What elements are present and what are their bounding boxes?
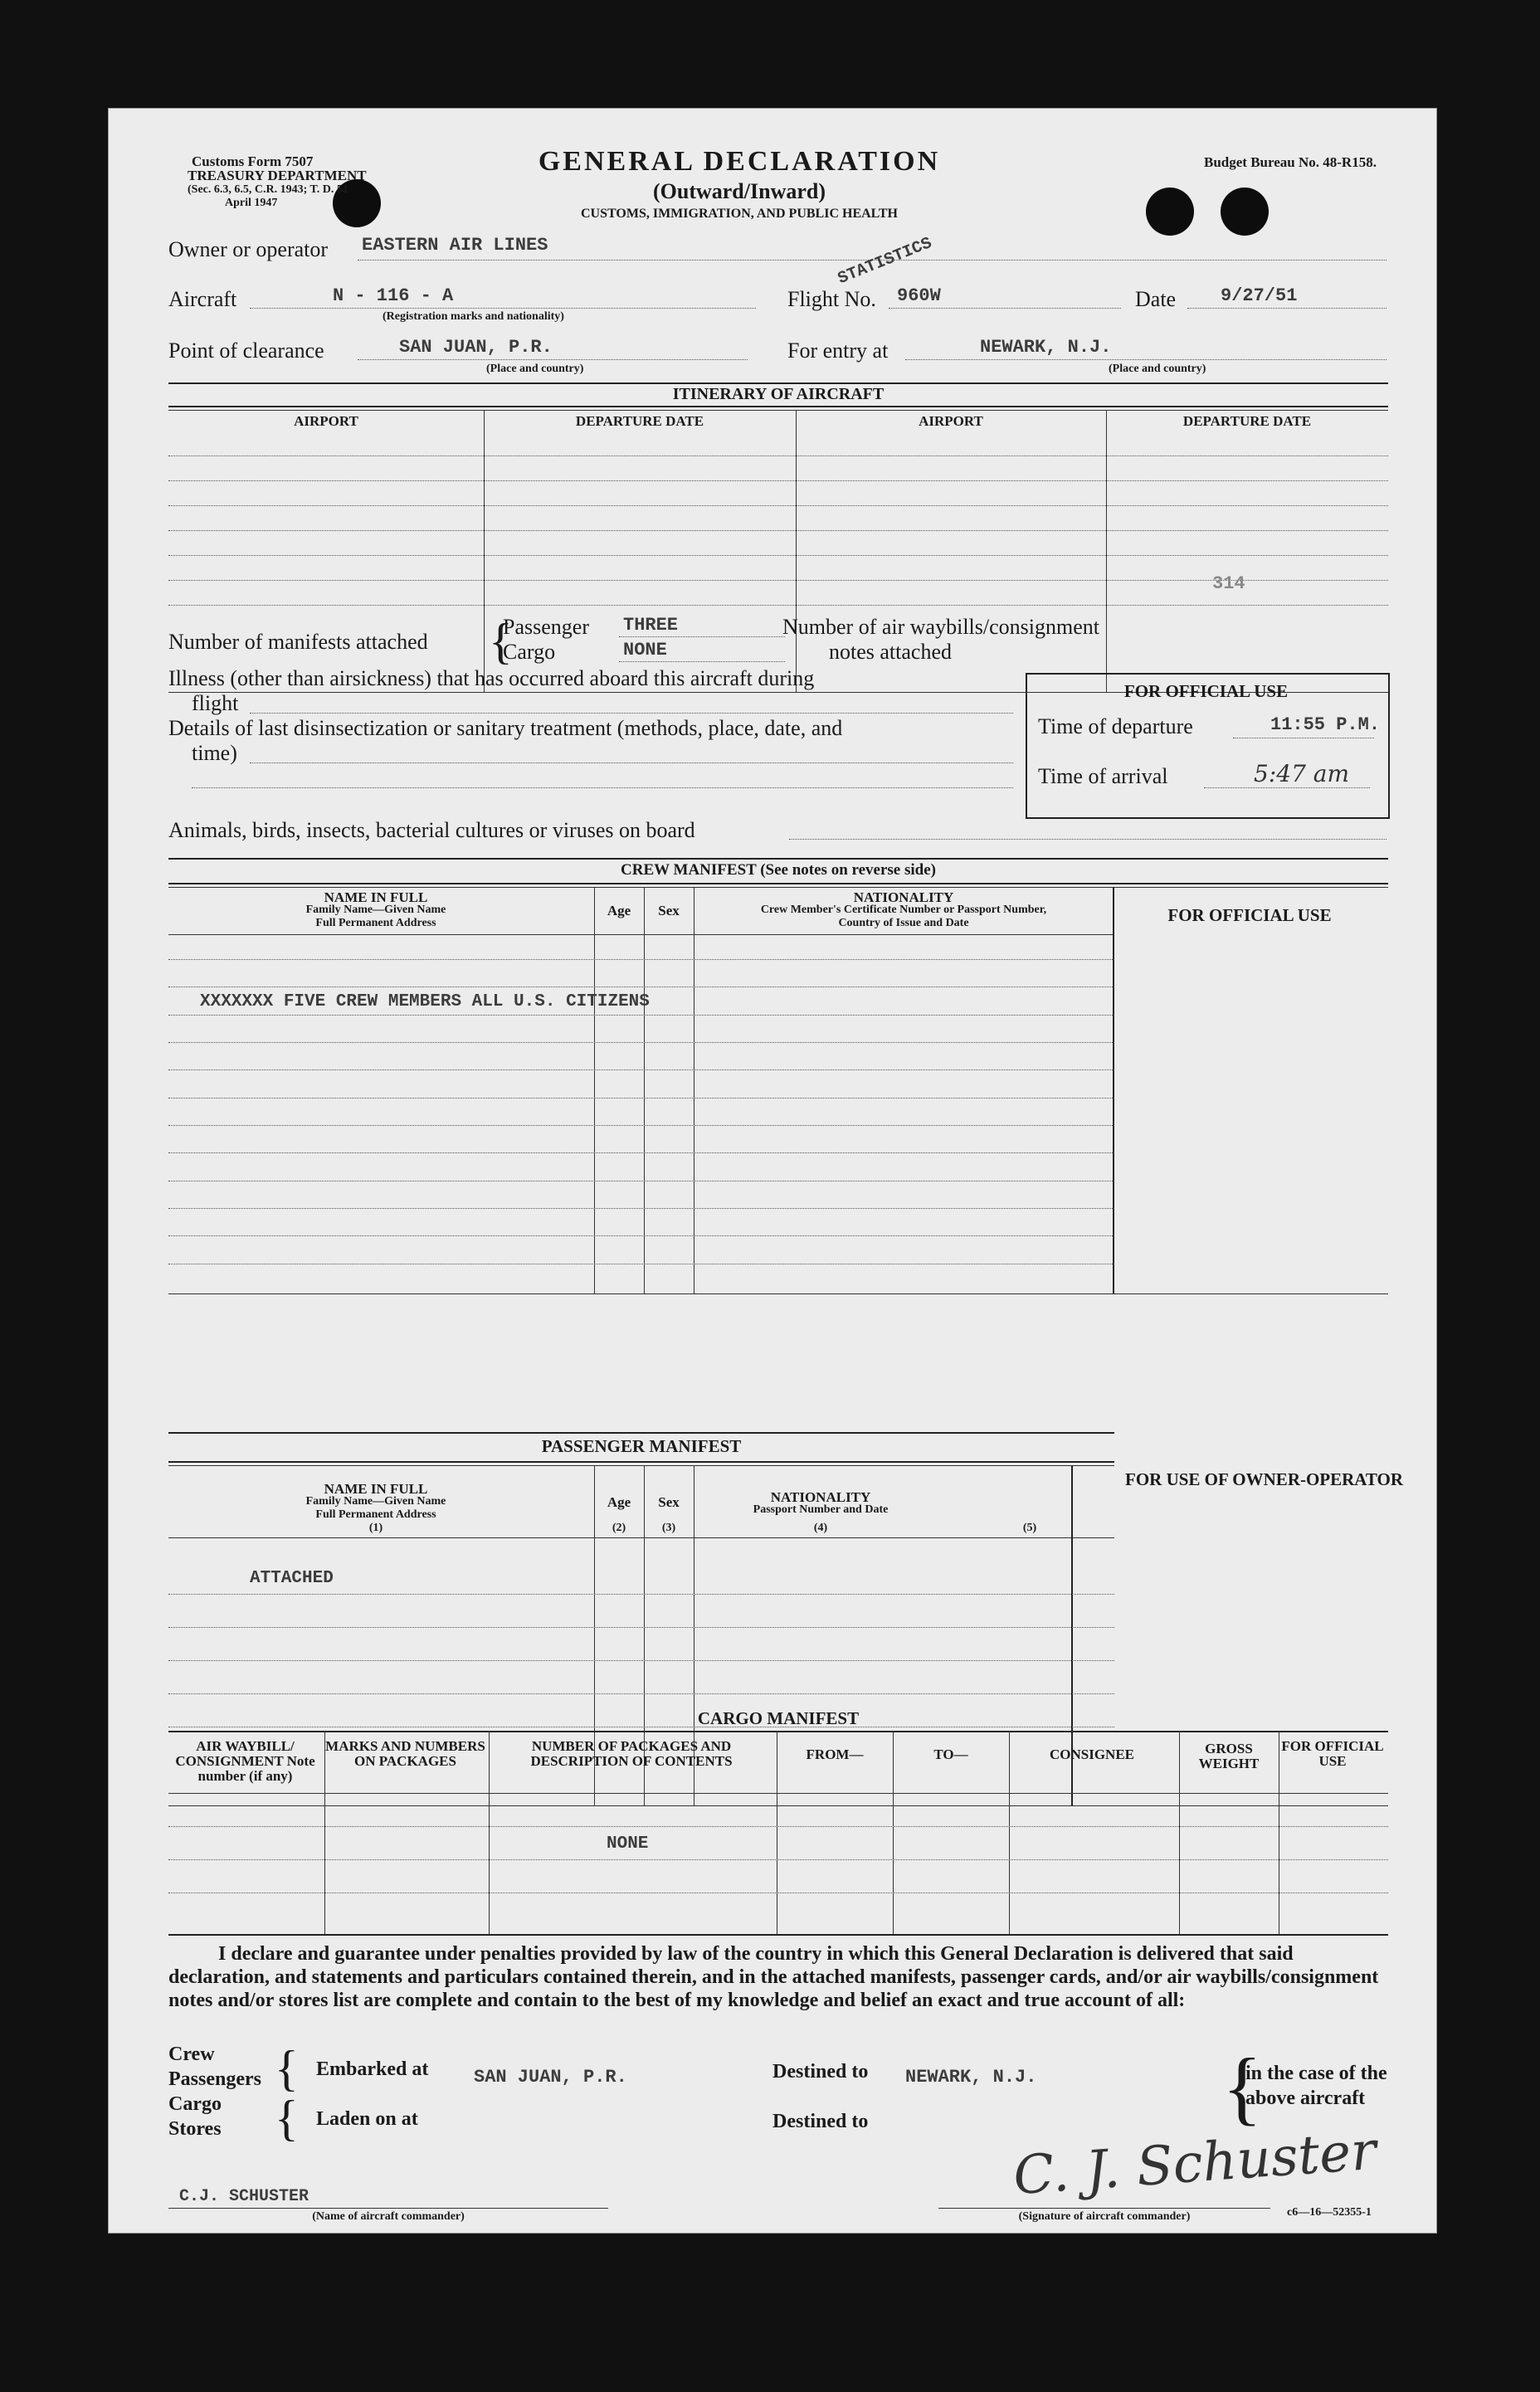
form-number: Customs Form 7507 — [192, 153, 314, 169]
passenger-header-nationality-2: Passport Number and Date — [753, 1503, 889, 1516]
crew-header-name-3: Full Permanent Address — [315, 917, 436, 929]
cargo-header-weight: GROSS WEIGHT — [1198, 1741, 1260, 1771]
statistics-stamp: STATISTICS — [835, 233, 935, 290]
signature-caption: (Signature of aircraft commander) — [1018, 2210, 1191, 2223]
clearance-label: Point of clearance — [168, 339, 324, 363]
passenger-header-name-3: Full Permanent Address — [315, 1508, 436, 1521]
entry-label: For entry at — [787, 339, 889, 363]
destined-value: NEWARK, N.J. — [905, 2067, 1037, 2088]
aircraft-note: in the case of the — [1245, 2063, 1387, 2084]
commander-signature: C. J. Schuster — [1011, 2120, 1378, 2208]
form-date: April 1947 — [225, 197, 278, 209]
destined-label: Destined to — [772, 2061, 869, 2083]
itinerary-header-airport-2: AIRPORT — [919, 413, 983, 429]
disinsect-label-2: time) — [192, 741, 237, 765]
date-value: 9/27/51 — [1221, 285, 1298, 306]
manifests-label: Number of manifests attached — [168, 630, 428, 654]
crew-header-name: NAME IN FULL — [324, 889, 428, 905]
budget-number: Budget Bureau No. 48-R158. — [1204, 154, 1377, 170]
embarked-value: SAN JUAN, P.R. — [474, 2067, 627, 2088]
category-stores: Stores — [168, 2118, 222, 2140]
laden-label: Laden on at — [316, 2108, 418, 2130]
crew-header-nationality: NATIONALITY — [853, 889, 954, 905]
aircraft-caption: (Registration marks and nationality) — [383, 310, 564, 323]
official-use-title: FOR OFFICIAL USE — [1123, 681, 1289, 701]
flight-label: Flight No. — [787, 287, 876, 311]
crew-header-sex: Sex — [658, 903, 680, 918]
illness-label: Illness (other than airsickness) that has occurred aboard this aircraft during — [168, 666, 815, 690]
passenger-title: PASSENGER MANIFEST — [541, 1436, 742, 1456]
punch-hole — [1221, 188, 1269, 236]
date-label: Date — [1135, 287, 1177, 311]
department: TREASURY DEPARTMENT — [188, 168, 367, 183]
place-caption-2: (Place and country) — [1109, 363, 1206, 375]
departure-time-value: 11:55 P.M. — [1270, 714, 1381, 735]
itinerary-header-date-2: DEPARTURE DATE — [1182, 413, 1312, 429]
cargo-title: CARGO MANIFEST — [697, 1708, 860, 1728]
owner-operator-use: FOR USE OF OWNER-OPERATOR — [1125, 1469, 1404, 1489]
crew-entry: XXXXXXX FIVE CREW MEMBERS ALL U.S. CITIZENS — [200, 992, 650, 1011]
form-subtitle-2: CUSTOMS, IMMIGRATION, AND PUBLIC HEALTH — [581, 207, 898, 221]
declaration-form: Customs Form 7507 TREASURY DEPARTMENT (Sec. 6.3, 6.5, C.R. 1943; T. D. 51 April 1947 GENERAL DECLARATION (Outward/Inward) CUSTOMS, IMMIGRATION, AND PUBLIC HEALTH Budget Bureau No. 48-R158. Owner or operator EASTERN AIR LINES Aircraft N - 116 - A (Registration marks and nationality) Flight No. 960W STATISTICS Date 9/27/51 Point of clearance SAN JUAN, P.R. (Place and country) For entry at NEWARK, N.J. (Place and country) ITINERARY OF AIRCRAFT AIRPORT DEPARTURE DATE AIRPORT DEPARTURE DATE 314 Number of manifests attached { Passenger THREE Cargo NONE Number of air waybills/consignment notes attached Illness (other than airsickness) that has occurred aboard this aircraft during flight Details of last disinsectization or sanitary treatment (methods, place, date, and time) Animals, birds, insects, bacterial cultures or viruses on board FOR OFFICIAL USE Time of departure 11:55 P.M. Time of arrival 5:47 am CREW MANIFEST (See notes on reverse side) NAME IN FULL Family Name—Given Name Full Permanent Address Age Sex NATIONALITY Crew Member's Certificate Number or Passport Number, Country of Issue and Date FOR OFFICIAL USE XXXXXXX FIVE CREW MEMBERS ALL U.S. CITIZENS PASSENGER MANIFEST FOR USE OF OWNER-OPERATOR NAME IN FULL Family Name—Given Name Full Permanent Address (1) Age (2) Sex (3) NATIONALITY Passport Number and Date (4) (5) ATTACHED CARGO MANIFEST AIR WAYBILL/ CONSIGNMENT Note number (if any) MARKS AND NUMBERS ON PACKAGES NUMBER OF PACKAGES AND DESCRIPTION OF CONTENTS FROM— TO— CONSIGNEE GROSS WEIGHT FOR OFFICIAL USE NONE I declare and guarantee under penalties provided by law of the country in which this General Declaration is delivered that said declaration, and statements and particulars contained therein, and in the attached manifests, passenger cards, and/or air waybills/consignment notes and/or stores list are complete and contain to the best of my knowledge and belief an exact and true account of all: Crew Passengers Cargo Stores { { Embarked at SAN JUAN, P.R. Laden on at Destined to NEWARK, N.J. Destined to { in the case of the above aircraft C.J. SCHUSTER (Name of aircraft commander) C. J. Schuster (Signature of aircraft commander) c6—16—52355-1 — [108, 108, 1437, 2234]
embarked-label: Embarked at — [316, 2058, 429, 2080]
entry-value: NEWARK, N.J. — [980, 337, 1112, 358]
aircraft-label: Aircraft — [168, 287, 237, 311]
itinerary-header-airport: AIRPORT — [294, 413, 358, 429]
crew-header-name-2: Family Name—Given Name — [305, 904, 446, 916]
cargo-header-from: FROM— — [806, 1747, 864, 1762]
cargo-header-consignee: CONSIGNEE — [1049, 1747, 1135, 1762]
cargo-header-official: FOR OFFICIAL USE — [1281, 1738, 1384, 1769]
crew-official-use: FOR OFFICIAL USE — [1167, 905, 1332, 925]
passenger-header-age: Age — [607, 1494, 631, 1510]
passenger-header-name-2: Family Name—Given Name — [305, 1495, 446, 1508]
form-title: GENERAL DECLARATION — [538, 146, 941, 177]
passenger-entry: ATTACHED — [250, 1569, 334, 1588]
departure-time-label: Time of departure — [1038, 714, 1193, 738]
itinerary-title: ITINERARY OF AIRCRAFT — [672, 385, 885, 403]
date-line — [1187, 308, 1386, 309]
cargo-header-marks: MARKS AND NUMBERS ON PACKAGES — [325, 1738, 485, 1769]
owner-label: Owner or operator — [168, 237, 329, 261]
form-subtitle: (Outward/Inward) — [652, 179, 826, 203]
waybills-label-2: notes attached — [829, 640, 952, 664]
regulation-refs: (Sec. 6.3, 6.5, C.R. 1943; T. D. 51 — [188, 183, 348, 196]
print-code: c6—16—52355-1 — [1287, 2206, 1372, 2219]
category-cargo: Cargo — [168, 2093, 222, 2115]
arrival-time-label: Time of arrival — [1038, 764, 1168, 788]
cargo-value: NONE — [623, 640, 667, 660]
category-crew: Crew — [168, 2044, 215, 2065]
category-passengers: Passengers — [168, 2068, 261, 2090]
destined-label-2: Destined to — [772, 2111, 869, 2132]
category-list — [168, 2042, 261, 2141]
itinerary-number: 314 — [1212, 573, 1245, 594]
clearance-line — [358, 359, 748, 360]
itinerary-header-date: DEPARTURE DATE — [575, 413, 704, 429]
commander-name-caption: (Name of aircraft commander) — [312, 2210, 465, 2223]
cargo-header-to: TO— — [933, 1747, 968, 1762]
passenger-header-nationality: NATIONALITY — [770, 1489, 871, 1505]
owner-value: EASTERN AIR LINES — [362, 235, 548, 256]
crew-header-nationality-2: Crew Member's Certificate Number or Passport Number, — [760, 904, 1047, 916]
passenger-header-n2: (2) — [612, 1522, 626, 1534]
waybills-label: Number of air waybills/consignment — [782, 615, 1099, 639]
cargo-entry: NONE — [607, 1834, 649, 1854]
arrival-time-value: 5:47 am — [1254, 760, 1350, 787]
entry-line — [905, 359, 1386, 360]
aircraft-value: N - 116 - A — [333, 285, 454, 306]
crew-header-age: Age — [607, 903, 631, 918]
cargo-header-packages: NUMBER OF PACKAGES AND DESCRIPTION OF CONTENTS — [530, 1738, 733, 1769]
passenger-header-n1: (1) — [368, 1522, 383, 1534]
passenger-header-n5: (5) — [1022, 1522, 1037, 1534]
passenger-value: THREE — [623, 615, 679, 636]
passenger-label: Passenger — [503, 615, 589, 639]
cargo-label: Cargo — [503, 640, 556, 664]
animals-label: Animals, birds, insects, bacterial cultures or viruses on board — [168, 818, 695, 842]
passenger-header-name: NAME IN FULL — [324, 1481, 428, 1497]
clearance-value: SAN JUAN, P.R. — [399, 337, 553, 358]
crew-title: CREW MANIFEST (See notes on reverse side) — [621, 861, 936, 879]
aircraft-line — [250, 308, 756, 309]
aircraft-note-2: above aircraft — [1245, 2088, 1366, 2109]
punch-hole — [1146, 188, 1194, 236]
disinsect-label: Details of last disinsectization or sanitary treatment (methods, place, date, and — [168, 716, 843, 740]
place-caption: (Place and country) — [486, 363, 584, 375]
passenger-header-sex: Sex — [658, 1494, 680, 1510]
cargo-header-waybill: AIR WAYBILL/ CONSIGNMENT Note number (if any) — [175, 1738, 315, 1784]
passenger-header-n3: (3) — [661, 1522, 676, 1534]
commander-name: C.J. SCHUSTER — [179, 2187, 309, 2206]
passenger-header-n4: (4) — [813, 1522, 828, 1534]
flight-value: 960W — [897, 285, 941, 306]
crew-header-nationality-3: Country of Issue and Date — [838, 917, 969, 929]
declaration-text: I declare and guarantee under penalties provided by law of the country in which this General Declaration is delivered that said declaration, and statements and particulars contained therein, and in the attached manifests, passenger cards, and/or air waybills/consignment notes and/or stores list are complete and contain to the best of my knowledge and belief an exact and true account of all: — [168, 1943, 1379, 2011]
illness-label-2: flight — [192, 691, 239, 715]
flight-line — [889, 308, 1121, 309]
